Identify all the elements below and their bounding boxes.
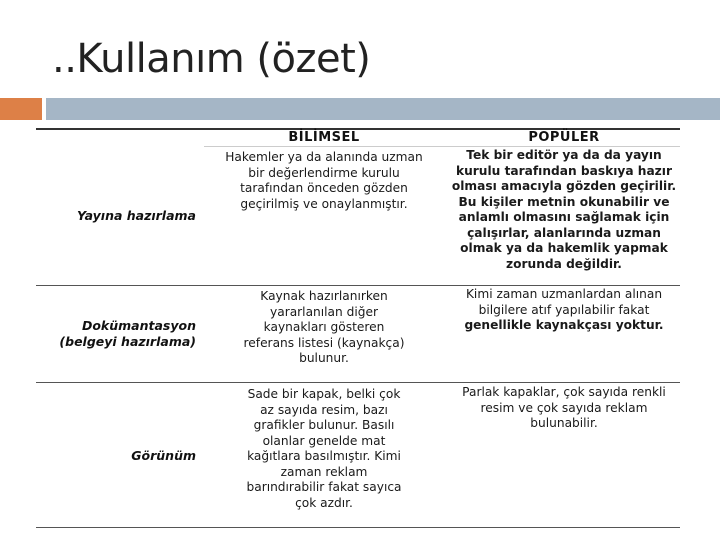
cell-line: bir değerlendirme kurulu: [248, 165, 400, 180]
cell-line: az sayıda resim, bazı: [260, 402, 388, 417]
cell-line: anlamlı olmasını sağlamak için: [458, 210, 670, 224]
slide-title: ..Kullanım (özet): [52, 36, 371, 82]
row-label-publication: [36, 208, 196, 224]
cell-line: Sade bir kapak, belki çok: [247, 387, 401, 401]
cell-publication-popular: [448, 148, 680, 272]
cell-line: genellikle kaynakçası yoktur.: [464, 318, 664, 332]
cell-line: kaynakları gösteren: [263, 320, 385, 334]
cell-line: referans listesi (kaynakça): [243, 335, 405, 350]
cell-line: bulunabilir.: [530, 416, 598, 430]
cell-line: Tek bir editör ya da da yayın: [466, 148, 662, 162]
cell-appearance-scientific: [208, 387, 440, 511]
cell-line: çalışırlar, alanlarında uzman: [467, 225, 661, 240]
cell-line: Hakemler ya da alanında uzman: [225, 150, 423, 164]
accent-bar-orange: [0, 98, 42, 120]
row-label-line: Dokümantasyon: [81, 318, 196, 333]
cell-line: grafikler bulunur. Basılı: [253, 418, 395, 432]
comparison-table: [36, 128, 680, 528]
cell-line: Bu kişiler metnin okunabilir ve: [458, 194, 670, 209]
cell-publication-scientific: [208, 150, 440, 212]
table-bottom-rule: [36, 527, 680, 528]
row-label-documentation: [36, 318, 196, 350]
row-divider-1: [36, 285, 680, 286]
cell-documentation-scientific: [208, 289, 440, 367]
cell-line: resim ve çok sayıda reklam: [480, 400, 648, 415]
cell-line: olanlar genelde mat: [262, 433, 386, 448]
cell-line: tarafından önceden gözden: [240, 181, 408, 195]
accent-bar-blue: [46, 98, 720, 120]
cell-line: Kaynak hazırlanırken: [260, 289, 388, 303]
cell-line: yararlanılan diğer: [270, 304, 378, 319]
column-header-popular: POPÜLER: [528, 130, 600, 145]
cell-line: zaman reklam: [280, 464, 368, 479]
cell-documentation-popular: [448, 287, 680, 334]
cell-line: geçirilmiş ve onaylanmıştır.: [240, 196, 408, 211]
row-label-appearance: [36, 448, 196, 464]
cell-line: kağıtlara basılmıştır. Kimi: [247, 449, 401, 463]
cell-line: olması amacıyla gözden geçirilir.: [451, 179, 677, 193]
row-label-line: Yayına hazırlama: [77, 208, 196, 223]
row-divider-2: [36, 382, 680, 383]
cell-line: Parlak kapaklar, çok sayıda renkli: [462, 385, 666, 399]
header-rule: [204, 146, 680, 147]
row-label-line: (belgeyi hazırlama): [59, 334, 196, 349]
cell-line: kurulu tarafından baskıya hazır: [456, 163, 672, 178]
cell-line: Kimi zaman uzmanlardan alınan: [465, 287, 663, 301]
cell-line: bulunur.: [299, 351, 349, 365]
row-label-line: Görünüm: [131, 448, 196, 463]
cell-appearance-popular: [448, 385, 680, 432]
cell-line: olmak ya da hakemlik yapmak: [460, 241, 668, 255]
column-header-scientific: BİLİMSEL: [288, 130, 360, 145]
cell-line: zorunda değildir.: [506, 256, 622, 271]
cell-line: barındırabilir fakat sayıca: [246, 480, 402, 494]
cell-line: çok azdır.: [295, 495, 353, 510]
cell-line: bilgilere atıf yapılabilir fakat: [478, 302, 650, 317]
